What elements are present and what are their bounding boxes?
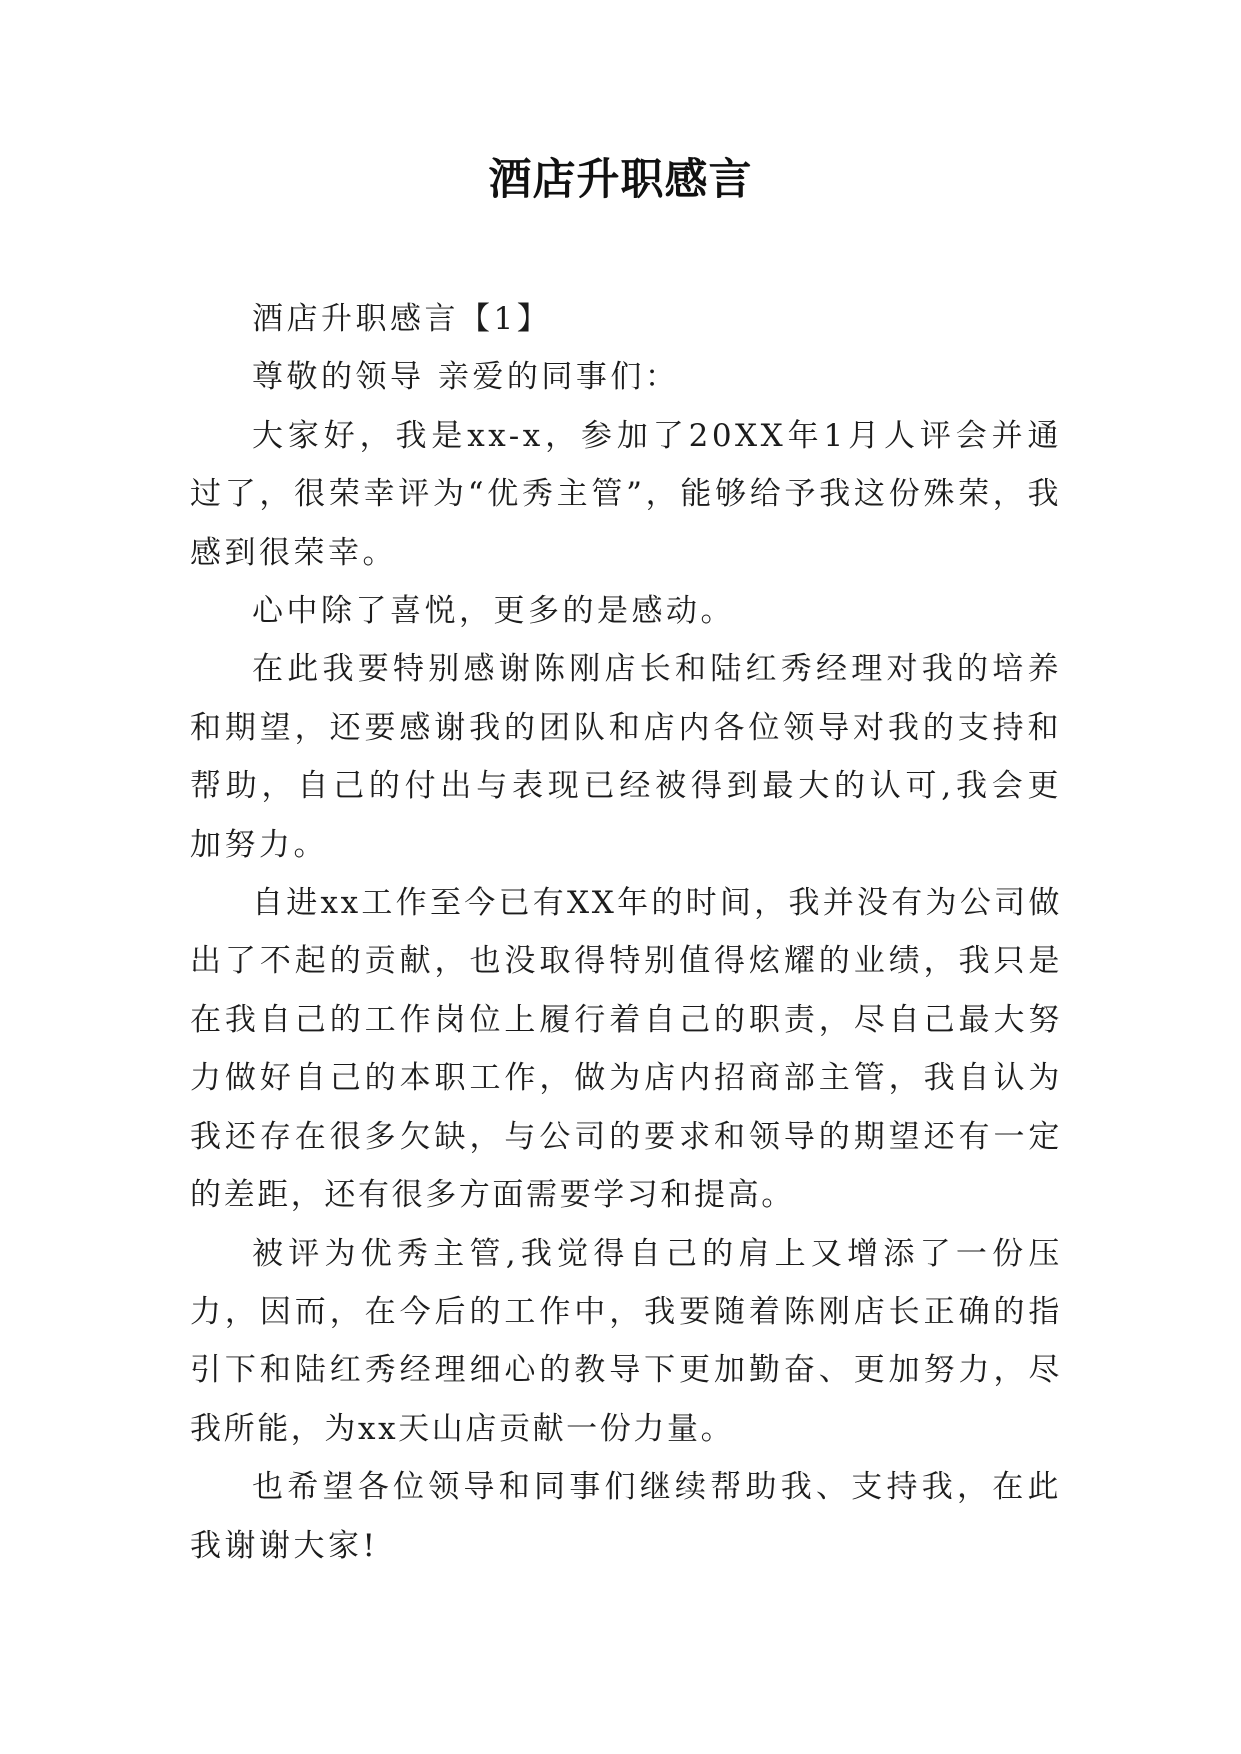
paragraph-work-history: 自进xx工作至今已有XX年的时间，我并没有为公司做出了不起的贡献，也没取得特别值得炫耀的业绩，我只是在我自己的工作岗位上履行着自己的职责，尽自己最大努力做好自己的本职工作，做为店内招商部主管，我自认为我还存在很多欠缺，与公司的要求和领导的期望还有一定的差距，还有很多方面需要学习和提高。: [190, 885, 1062, 1214]
document-title: 酒店升职感言: [488, 155, 753, 205]
document-body: [190, 290, 1062, 1575]
paragraph-future-commitment: 被评为优秀主管,我觉得自己的肩上又增添了一份压力，因而，在今后的工作中，我要随着陈刚店长正确的指引下和陆红秀经理细心的教导下更加勤奋、更加努力，尽我所能，为xx天山店贡献一份力量。: [190, 1235, 1062, 1447]
paragraph-feelings: 心中除了喜悦，更多的是感动。: [252, 593, 735, 630]
paragraph-greeting: 大家好，我是xx-x，参加了20XX年1月人评会并通过了，很荣幸评为“优秀主管”，能够给予我这份殊荣，我感到很荣幸。: [190, 417, 1062, 571]
paragraph-section-heading: 酒店升职感言【1】: [252, 301, 552, 337]
paragraph-salutation: 尊敬的领导 亲爱的同事们：: [252, 359, 680, 396]
paragraph-closing: 也希望各位领导和同事们继续帮助我、支持我，在此我谢谢大家!: [190, 1469, 1062, 1564]
paragraph-thanks: 在此我要特别感谢陈刚店长和陆红秀经理对我的培养和期望，还要感谢我的团队和店内各位领导对我的支持和帮助，自己的付出与表现已经被得到最大的认可,我会更加努力。: [190, 651, 1062, 863]
